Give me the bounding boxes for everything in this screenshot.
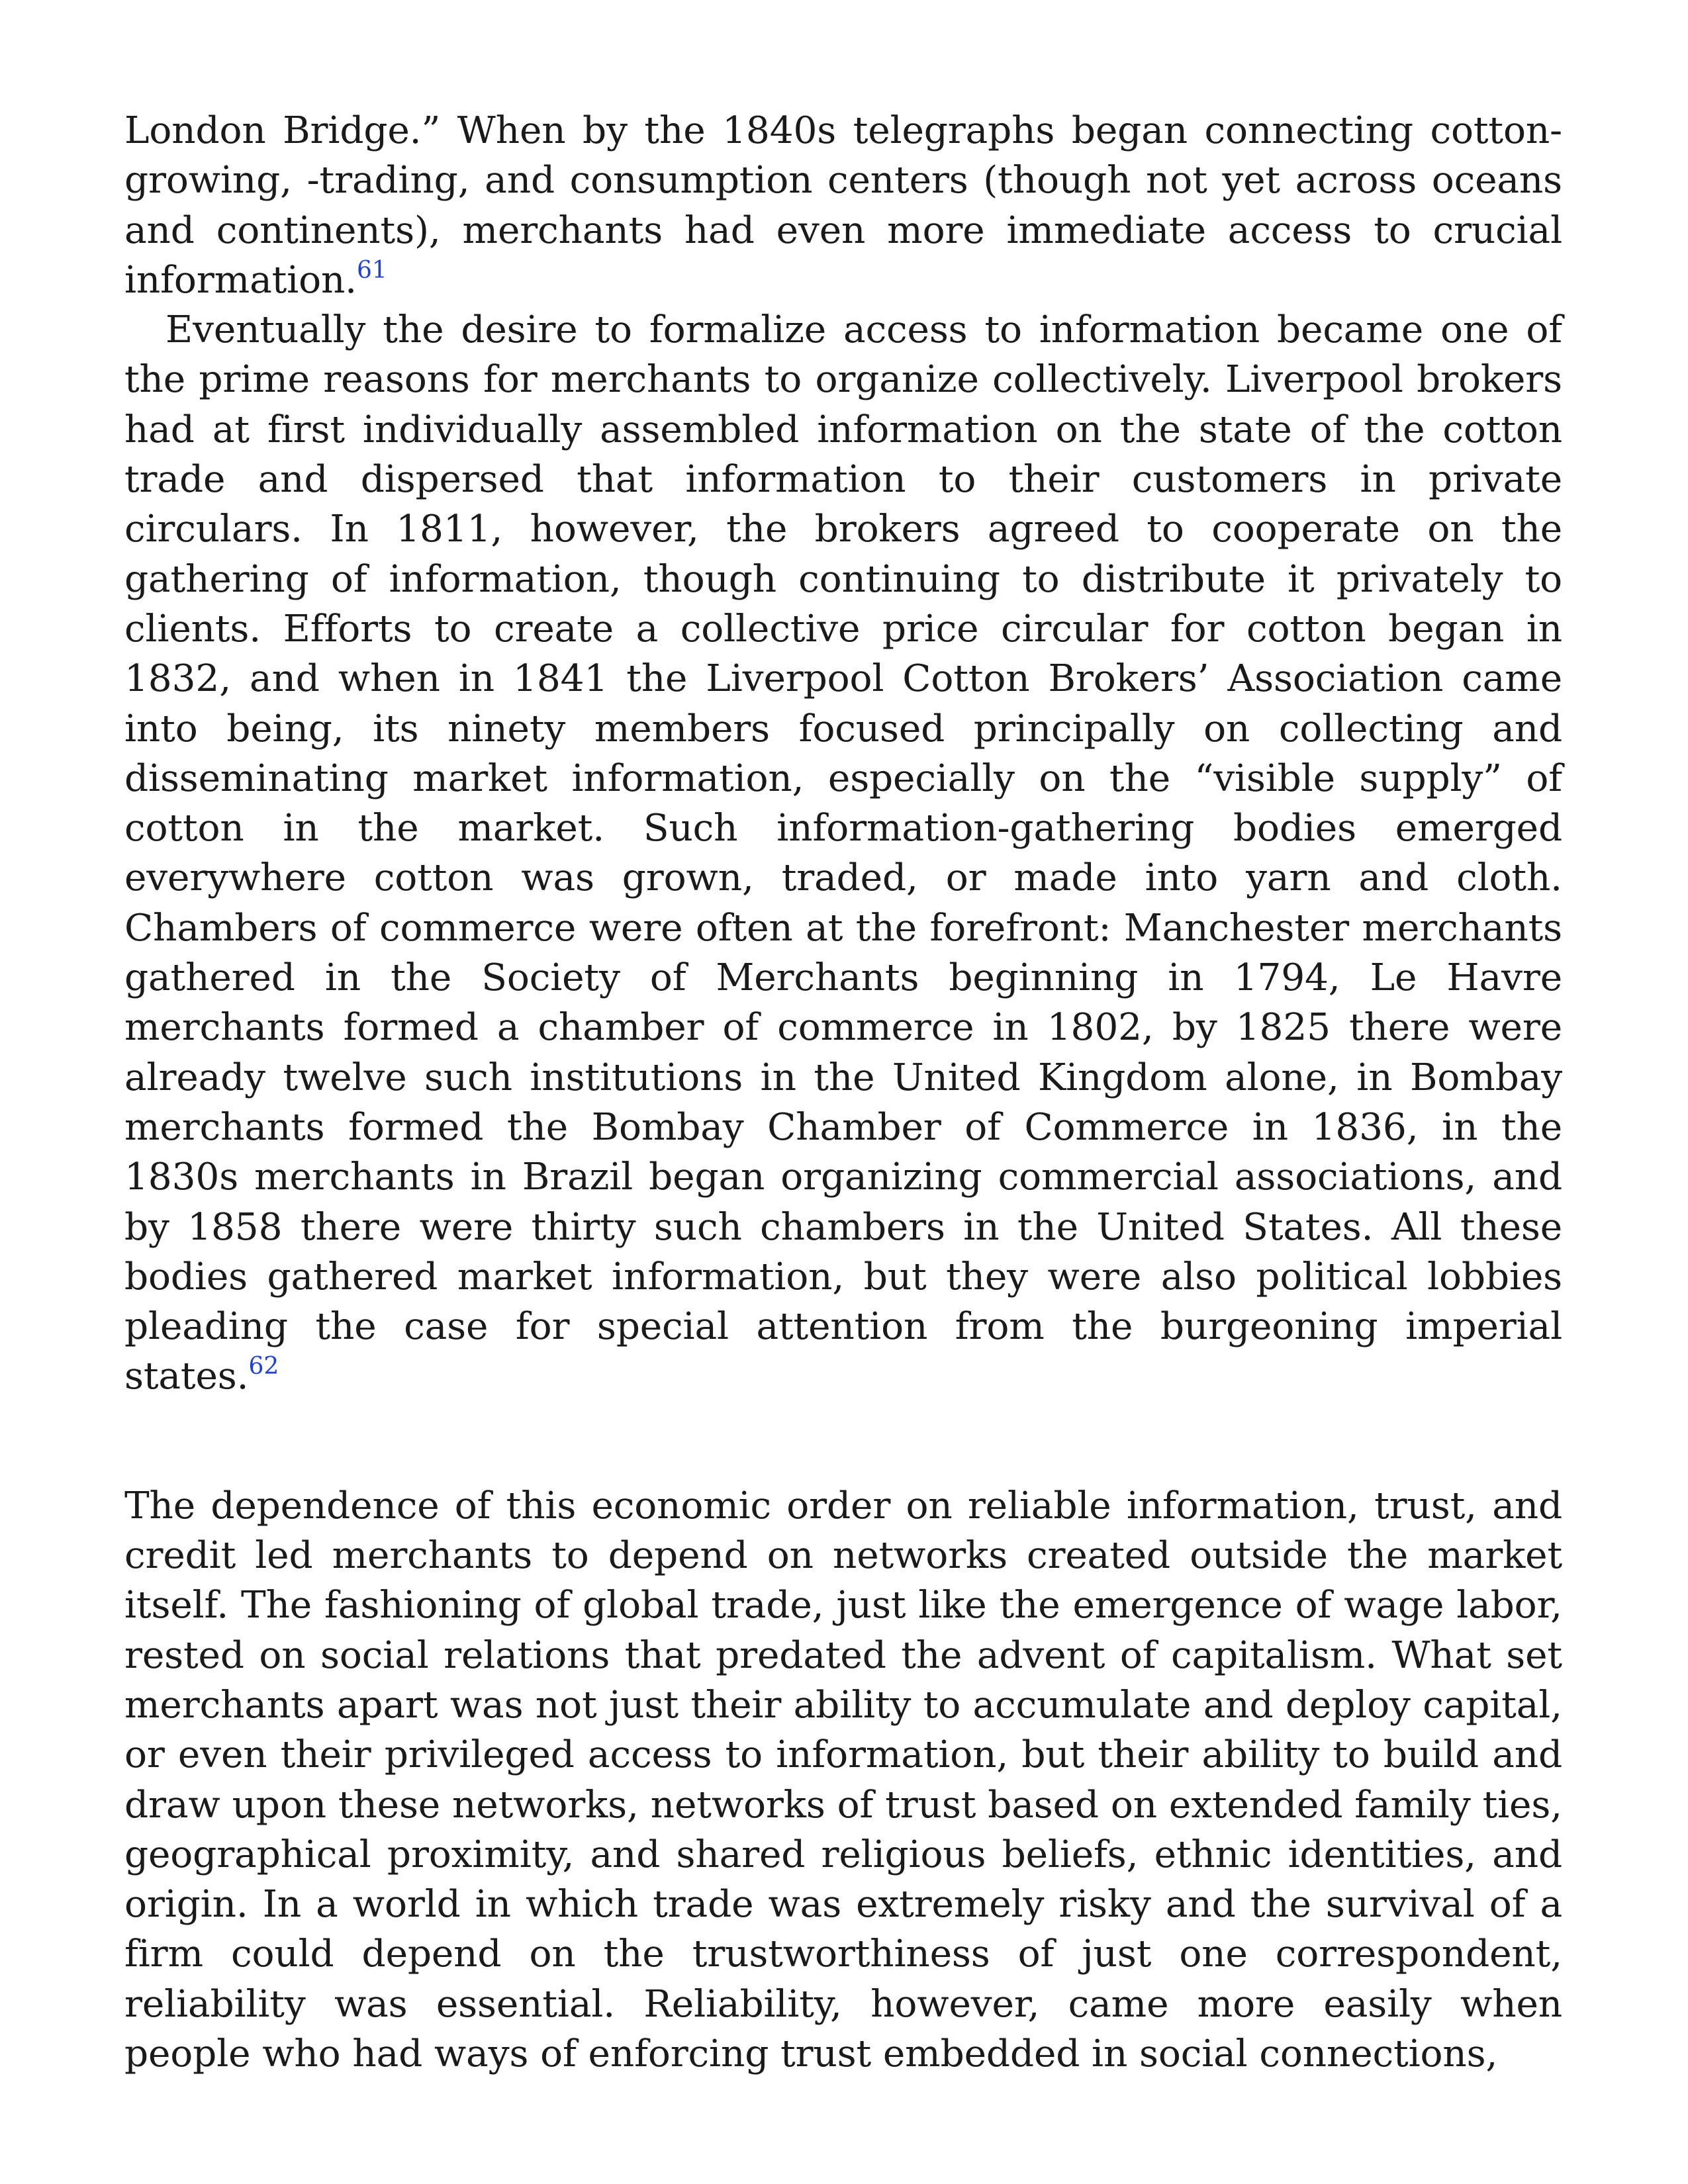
book-page [124, 106, 1562, 2079]
paragraph-3 [124, 1481, 1562, 2079]
paragraph-1-text: London Bridge.” When by the 1840s telegraphs began connecting cotton-growing, -trading, and consumption centers (though not yet across oceans and continents), merchants had even more immediate access to crucial information. [124, 109, 1562, 302]
section-break [124, 1402, 1562, 1481]
paragraph-3-text: The dependence of this economic order on reliable information, trust, and credit led merchants to depend on networks created outside the market itself. The fashioning of global trade, just like the emergence of wage labor, rested on social relations that predated the advent of capitalism. What set merchants apart was not just their ability to accumulate and deploy capital, or even their privileged access to information, but their ability to build and draw upon these networks, networks of trust based on extended family ties, geographical proximity, and shared religious beliefs, ethnic identities, and origin. In a world in which trade was extremely risky and the survival of a firm could depend on the trustworthiness of just one correspondent, reliability was essential. Reliability, however, came more easily when people who had ways of enforcing trust embedded in social connections, [124, 1484, 1562, 2075]
paragraph-1 [124, 106, 1562, 305]
footnote-ref-62[interactable]: 62 [248, 1353, 279, 1381]
paragraph-2-text: Eventually the desire to formalize access to information became one of the prime reasons for merchants to organize collectively. Liverpool brokers had at first individually assembled information on the state of the cotton trade and dispersed that information to their customers in private circulars. In 1811, however, the brokers agreed to cooperate on the gathering of information, though continuing to distribute it privately to clients. Efforts to create a collective price circular for cotton began in 1832, and when in 1841 the Liverpool Cotton Brokers’ Association came into being, its ninety members focused principally on collecting and disseminating market information, especially on the “visible supply” of cotton in the market. Such information-gathering bodies emerged everywhere cotton was grown, traded, or made into yarn and cloth. Chambers of commerce were often at the forefront: Manchester merchants gathered in the Society of Merchants beginning in 1794, Le Havre merchants formed a chamber of commerce in 1802, by 1825 there were already twelve such institutions in the United Kingdom alone, in Bombay merchants formed the Bombay Chamber of Commerce in 1836, in the 1830s merchants in Brazil began organizing commercial associations, and by 1858 there were thirty such chambers in the United States. All these bodies gathered market information, but they were also political lobbies pleading the case for special attention from the burgeoning imperial states. [124, 308, 1562, 1398]
footnote-ref-61[interactable]: 61 [357, 256, 387, 284]
paragraph-2 [124, 305, 1562, 1402]
